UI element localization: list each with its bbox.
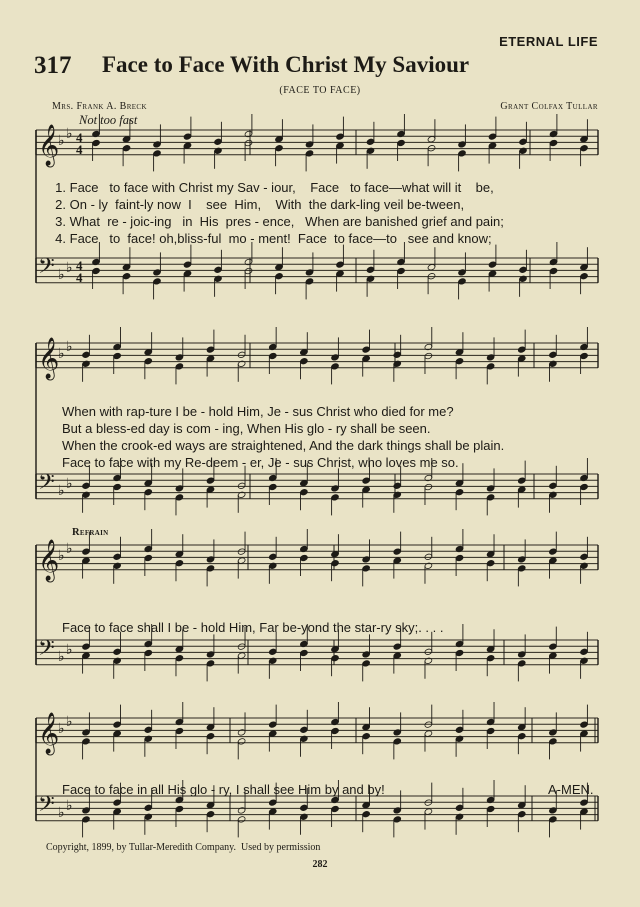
refrain-line-1: Face to face shall I be - hold Him, Far be-yond the star-ry sky;. . . . [62, 620, 444, 635]
flat-sign: ♭ [66, 799, 73, 814]
verse-3-line-2: When the crook-ed ways are straightened, And the dark things shall be plain. [62, 438, 505, 453]
flat-sign: ♭ [58, 484, 65, 499]
flat-sign: ♭ [58, 549, 65, 564]
verse-number: 2. [55, 197, 66, 212]
flat-sign: ♭ [58, 347, 65, 362]
author-name: Mrs. Frank A. Breck [52, 101, 147, 112]
flat-sign: ♭ [66, 643, 73, 658]
flat-sign: ♭ [58, 268, 65, 283]
flat-sign: ♭ [58, 650, 65, 665]
lyric-text: What re - joic-ing in His pres - ence, When are banished grief and pain; [69, 214, 504, 229]
time-signature-top: 4 [76, 130, 83, 145]
flat-sign: ♭ [58, 806, 65, 821]
section-title: ETERNAL LIFE [499, 34, 598, 49]
copyright-notice [46, 842, 320, 853]
treble-clef: 𝄞 [38, 540, 60, 581]
hymn-number: 317 [34, 52, 72, 79]
flat-sign: ♭ [58, 134, 65, 149]
treble-clef: 𝄞 [38, 713, 60, 754]
copyright-text: Copyright, 1899, by Tullar-Meredith Company. [46, 842, 236, 853]
flat-sign: ♭ [66, 477, 73, 492]
flat-sign: ♭ [66, 261, 73, 276]
refrain-line-2: Face to face in all His glo - ry, I shall see Him by and by! [62, 782, 385, 797]
hymn-subtitle: (FACE TO FACE) [279, 85, 361, 96]
bass-clef: 𝄢 [38, 470, 55, 500]
verse-number: 3. [55, 214, 66, 229]
time-signature-bottom: 4 [76, 270, 83, 285]
verse-4-line-2: Face to face with my Re-deem - er, Je - sus Christ, who loves me so. [62, 455, 459, 470]
lyric-text: On - ly faint-ly now I see Him, With the dark-ling veil be-tween, [69, 197, 465, 212]
composer-name: Grant Colfax Tullar [500, 101, 598, 112]
verse-1-line-1 [52, 180, 494, 195]
treble-clef: 𝄞 [38, 125, 60, 166]
bass-clef: 𝄢 [38, 636, 55, 666]
hymn-title: Face to Face With Christ My Saviour [102, 52, 470, 77]
verse-3-line-1 [52, 214, 504, 229]
flat-sign: ♭ [66, 542, 73, 557]
flat-sign: ♭ [66, 340, 73, 355]
treble-clef: 𝄞 [38, 338, 60, 379]
page-number: 282 [312, 859, 328, 870]
verse-number: 1. [55, 180, 66, 195]
verse-2-line-1 [52, 197, 464, 212]
verse-1-line-2: When with rap-ture I be - hold Him, Je - sus Christ who died for me? [62, 404, 454, 419]
time-signature-top: 4 [76, 258, 83, 273]
lyric-text: Face to face with Christ my Sav - iour, Face to face—what will it be, [69, 180, 494, 195]
bass-clef: 𝄢 [38, 254, 55, 284]
verse-number: 4. [55, 231, 66, 246]
flat-sign: ♭ [58, 722, 65, 737]
bass-clef: 𝄢 [38, 792, 55, 822]
refrain-label-text: Refrain [72, 527, 109, 538]
lyric-text: Face to face! oh,bliss-ful mo - ment! Face to face—to see and know; [69, 231, 492, 246]
verse-4-line-1 [52, 231, 492, 246]
tempo-marking: Not too fast [79, 113, 138, 127]
time-signature-bottom: 4 [76, 142, 83, 157]
verse-2-line-2: But a bless-ed day is com - ing, When His glo - ry shall be seen. [62, 421, 431, 436]
permission-text: Used by permission [240, 842, 321, 853]
amen-text: A-MEN. [548, 782, 594, 797]
flat-sign: ♭ [66, 715, 73, 730]
flat-sign: ♭ [66, 127, 73, 142]
